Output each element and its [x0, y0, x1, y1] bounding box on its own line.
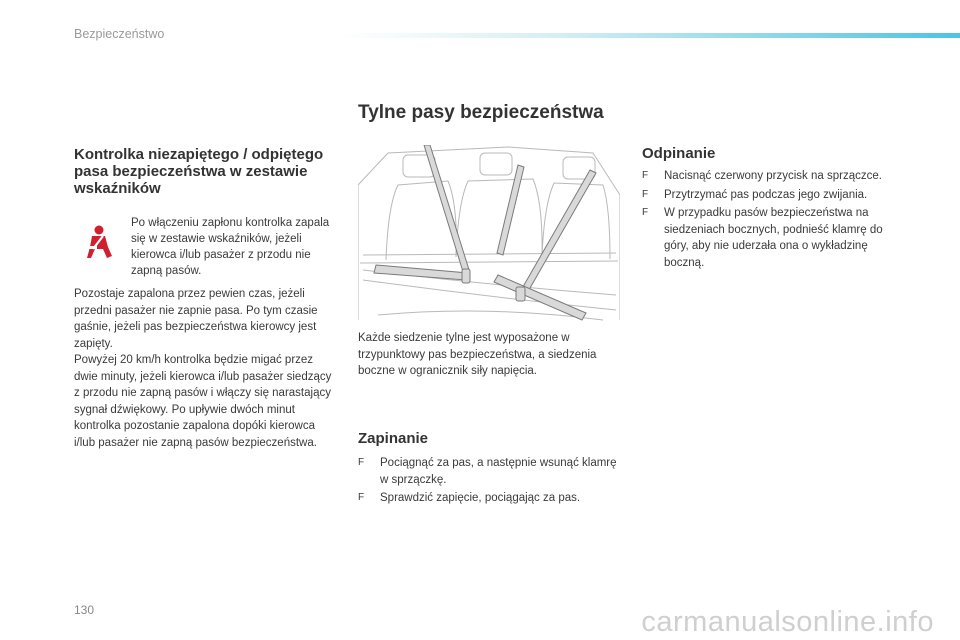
bullet-marker: F	[358, 457, 365, 468]
bullet-marker: F	[642, 188, 649, 200]
illustration-caption: Każde siedzenie tylne jest wyposażone w trzypunktowy pas bezpieczeństwa, a siedzenia boczne w ogranicznik siły napięcia.	[358, 332, 597, 377]
warning-light-description: Po włączeniu zapłonu kontrolka zapala się w zestawie wskaźników, jeżeli kierowca i/lub pasażer z przodu nie zapną pasów.	[131, 217, 330, 277]
warning-paragraph-2: Powyżej 20 km/h kontrolka będzie migać przez dwie minuty, jeżeli kierowca i/lub pasażer siedzący z przodu nie zapną pasów i włączy się narastający sygnał dźwiękowy. Po upływie dwóch minut kontrolka pozostanie zapalona dopóki kierowca i/lub pasażer nie zapną pasów bezpieczeństwa.	[74, 354, 332, 449]
page-number: 130	[74, 603, 95, 617]
warning-light-heading: Kontrolka niezapiętego / odpiętego pasa bezpieczeństwa w zestawie wskaźników	[74, 146, 324, 197]
seatbelt-warning-icon	[84, 225, 116, 259]
watermark: carmanualsonline.info	[641, 606, 934, 638]
warning-paragraph-1: Pozostaje zapalona przez pewien czas, jeżeli przedni pasażer nie zapnie pasa. Po tym czasie gaśnie, jeżeli pas bezpieczeństwa kierowcy jest zapięty.	[74, 288, 318, 350]
section-header: Bezpieczeństwo	[74, 27, 165, 41]
fastening-list	[358, 455, 618, 509]
list-item: F Przytrzymać pas podczas jego zwijania.	[642, 187, 907, 204]
bullet-marker: F	[358, 492, 365, 503]
rear-seat-belts-illustration	[358, 145, 620, 323]
page-title: Tylne pasy bezpieczeństwa	[358, 102, 604, 123]
unfastening-heading: Odpinanie	[642, 145, 716, 162]
bullet-marker: F	[642, 170, 649, 181]
left-column	[74, 146, 339, 451]
fastening-heading: Zapinanie	[358, 430, 429, 447]
list-item: F Pociągnąć za pas, a następnie wsunąć klamrę w sprzączkę.	[358, 457, 617, 486]
list-item: F Nacisnąć czerwony przycisk na sprzączce.	[642, 168, 907, 185]
unfastening-list	[642, 168, 907, 273]
warning-light-block	[74, 215, 339, 277]
list-item: F Sprawdzić zapięcie, pociągając za pas.	[358, 490, 618, 507]
bullet-marker: F	[642, 207, 649, 218]
header-bar	[340, 33, 960, 38]
list-item: F W przypadku pasów bezpieczeństwa na siedzeniach bocznych, podnieść klamrę do góry, aby nie uderzała ona o wykładzinę boczną.	[642, 207, 883, 269]
